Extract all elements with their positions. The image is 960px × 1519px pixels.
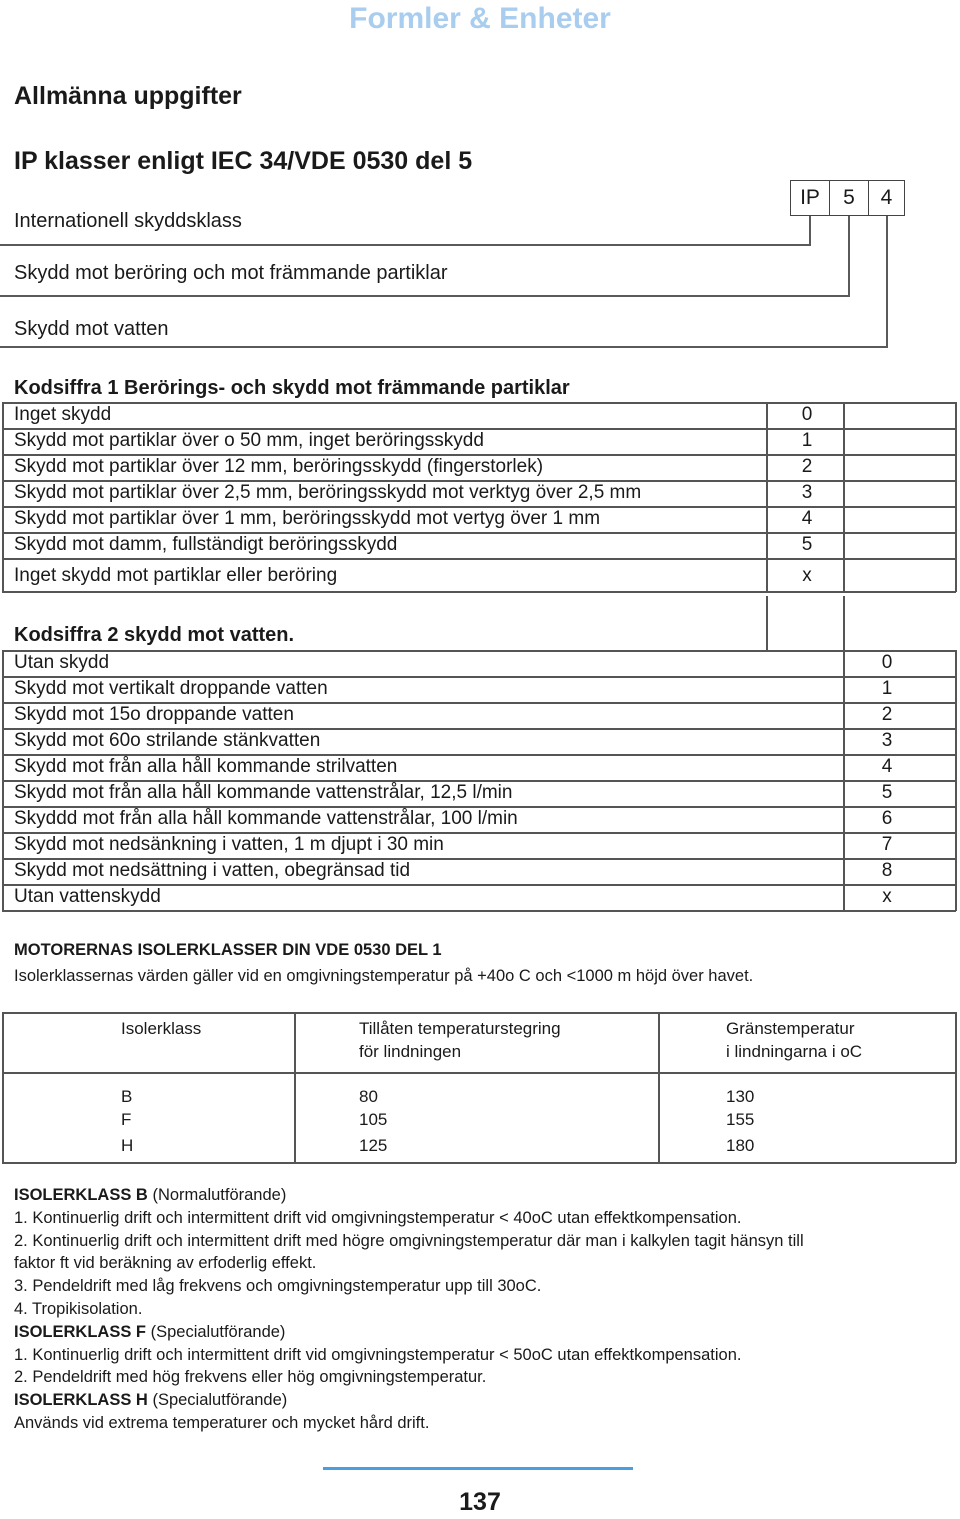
code1-row-code: 5 xyxy=(801,534,813,555)
table-row xyxy=(2,650,956,676)
code1-line xyxy=(2,591,956,593)
note-line xyxy=(14,1412,804,1435)
code2-row-code: x xyxy=(882,886,892,907)
note-line xyxy=(14,1275,804,1298)
code2-row-code: 5 xyxy=(881,782,893,803)
code1-line xyxy=(2,558,956,560)
motor-header-rise: för lindningen xyxy=(359,1042,462,1061)
note-bold: ISOLERKLASS F xyxy=(14,1322,147,1341)
note-text: (Normalutförande) xyxy=(147,1186,287,1204)
note-line xyxy=(14,1207,804,1230)
note-line xyxy=(14,1252,804,1275)
note-bold: ISOLERKLASS H xyxy=(14,1391,148,1410)
table-row xyxy=(2,402,956,428)
note-text: (Specialutförande) xyxy=(147,1391,288,1410)
general-title: Allmänna uppgifter xyxy=(14,82,242,110)
code1-row-text: Inget skydd mot partiklar eller beröring xyxy=(14,565,338,586)
connector-line xyxy=(809,216,811,246)
code2-row-text: Skydd mot nedsänkning i vatten, 1 m djupt i 30 min xyxy=(14,834,444,855)
ip-box-digit1: 5 xyxy=(829,180,869,216)
motor-cell-class: F xyxy=(121,1110,132,1129)
motor-cell-rise: 125 xyxy=(359,1136,388,1155)
table-row xyxy=(2,506,956,532)
code2-row-text: Skydd mot 60o strilande stänkvatten xyxy=(14,730,321,751)
note-text: Används vid extrema temperaturer och mycket hård drift. xyxy=(14,1413,430,1432)
motor-header-class: Isolerklass xyxy=(121,1019,202,1038)
code2-row-text: Skydd mot 15o droppande vatten xyxy=(14,704,294,725)
code1-row-text: Skydd mot damm, fullständigt beröringsskydd xyxy=(14,534,398,555)
code2-row-text: Utan skydd xyxy=(14,652,110,673)
note-line xyxy=(14,1389,804,1412)
table-row xyxy=(2,780,956,806)
ip-label-international: Internationell skyddsklass xyxy=(14,210,242,232)
code2-line xyxy=(766,596,768,650)
page-header-title: Formler & Enheter xyxy=(349,2,611,35)
table-row xyxy=(2,676,956,702)
code2-row-text: Skydd mot nedsättning i vatten, obegränsad tid xyxy=(14,860,411,881)
motor-cell-rise: 105 xyxy=(359,1110,388,1129)
motor-header-rise: Tillåten temperaturstegring xyxy=(359,1019,561,1038)
note-line xyxy=(14,1298,804,1321)
footer-divider xyxy=(323,1467,633,1470)
motor-subtitle: Isolerklassernas värden gäller vid en omgivningstemperatur på +40o C och <1000 m höjd över havet. xyxy=(14,967,754,985)
motor-cell-limit: 180 xyxy=(726,1136,755,1155)
note-text: 1. Kontinuerlig drift och intermittent drift vid omgivningstemperatur < 50oC utan effektkompensation. xyxy=(14,1345,742,1364)
note-bold: ISOLERKLASS B xyxy=(14,1186,148,1204)
code2-line xyxy=(843,596,845,650)
note-text: 2. Pendeldrift med hög frekvens eller hög omgivningstemperatur. xyxy=(14,1368,487,1387)
code2-row-text: Utan vattenskydd xyxy=(14,886,161,907)
code1-row-code: 4 xyxy=(801,508,813,529)
note-text: (Specialutförande) xyxy=(146,1322,286,1341)
ip-title: IP klasser enligt IEC 34/VDE 0530 del 5 xyxy=(14,147,473,175)
code2-row-code: 3 xyxy=(881,730,893,751)
table-row xyxy=(2,806,956,832)
motor-cell-class: H xyxy=(121,1136,134,1155)
connector-line xyxy=(848,216,850,297)
table-row xyxy=(2,480,956,506)
code2-row-code: 7 xyxy=(881,834,893,855)
code2-row-text: Skyddd mot från alla håll kommande vattenstrålar, 100 l/min xyxy=(14,808,518,829)
note-line xyxy=(14,1366,804,1389)
motor-cell-limit: 130 xyxy=(726,1087,755,1106)
motor-header-limit: i lindningarna i oC xyxy=(726,1042,863,1061)
table-row xyxy=(2,858,956,884)
insulation-notes xyxy=(14,1184,804,1435)
ip-label-water: Skydd mot vatten xyxy=(14,318,169,340)
code2-row-code: 6 xyxy=(881,808,893,829)
motor-table-line xyxy=(294,1012,296,1163)
code1-row-text: Inget skydd xyxy=(14,404,112,425)
motor-table-line xyxy=(2,1012,4,1163)
code1-row-text: Skydd mot partiklar över 12 mm, beröringsskydd (fingerstorlek) xyxy=(14,456,544,477)
table-row xyxy=(2,832,956,858)
table-row xyxy=(2,428,956,454)
note-line xyxy=(14,1344,804,1367)
ip-label-touch: Skydd mot beröring och mot främmande partiklar xyxy=(14,262,448,284)
note-text: 3. Pendeldrift med låg frekvens och omgivningstemperatur upp till 30oC. xyxy=(14,1277,542,1296)
code2-row-code: 2 xyxy=(881,704,893,725)
table-row xyxy=(2,454,956,480)
note-text: 1. Kontinuerlig drift och intermittent drift vid omgivningstemperatur < 40oC utan effektkompensation. xyxy=(14,1208,742,1227)
note-line xyxy=(14,1184,804,1207)
connector-line xyxy=(886,216,888,348)
code1-row-code: 2 xyxy=(801,456,813,477)
code2-row-code: 4 xyxy=(881,756,893,777)
table-row xyxy=(2,563,956,589)
code1-row-text: Skydd mot partiklar över 2,5 mm, beröringsskydd mot verktyg över 2,5 mm xyxy=(14,482,642,503)
table-row xyxy=(2,884,956,910)
code1-row-code: x xyxy=(802,565,812,586)
note-line xyxy=(14,1230,804,1253)
code1-row-code: 3 xyxy=(801,482,813,503)
code2-row-code: 0 xyxy=(881,652,893,673)
code2-row-text: Skydd mot från alla håll kommande vattenstrålar, 12,5 l/min xyxy=(14,782,513,803)
note-text: 2. Kontinuerlig drift och intermittent drift med högre omgivningstemperatur där man i kalkylen tagit hänsyn till xyxy=(14,1231,804,1250)
motor-cell-limit: 155 xyxy=(726,1110,755,1129)
connector-line xyxy=(0,295,850,297)
motor-table-line xyxy=(658,1012,660,1163)
note-text: faktor ft vid beräkning av erfoderlig effekt. xyxy=(14,1254,317,1273)
table-row xyxy=(2,728,956,754)
connector-line xyxy=(0,346,888,348)
code1-row-code: 0 xyxy=(801,404,813,425)
motor-title: MOTORERNAS ISOLERKLASSER DIN VDE 0530 DEL 1 xyxy=(14,941,442,959)
motor-cell-rise: 80 xyxy=(359,1087,378,1106)
code2-row-text: Skydd mot från alla håll kommande strilvatten xyxy=(14,756,398,777)
motor-table-line xyxy=(2,1012,956,1014)
code2-line xyxy=(2,910,956,912)
page-number: 137 xyxy=(459,1488,501,1516)
ip-box-digit2: 4 xyxy=(868,180,905,216)
table-row xyxy=(2,532,956,558)
code1-row-text: Skydd mot partiklar över o 50 mm, inget beröringsskydd xyxy=(14,430,484,451)
code1-row-text: Skydd mot partiklar över 1 mm, beröringsskydd mot vertyg över 1 mm xyxy=(14,508,601,529)
ip-box-prefix: IP xyxy=(790,180,830,216)
code2-row-code: 1 xyxy=(881,678,893,699)
motor-table-line xyxy=(955,1012,957,1163)
code2-row-code: 8 xyxy=(881,860,893,881)
table-row xyxy=(2,754,956,780)
connector-line xyxy=(0,244,811,246)
code2-row-text: Skydd mot vertikalt droppande vatten xyxy=(14,678,328,699)
motor-table-line xyxy=(2,1072,956,1074)
motor-cell-class: B xyxy=(121,1087,133,1106)
code1-title: Kodsiffra 1 Berörings- och skydd mot främmande partiklar xyxy=(14,377,570,399)
code1-row-code: 1 xyxy=(801,430,813,451)
note-line xyxy=(14,1321,804,1344)
table-row xyxy=(2,702,956,728)
motor-header-limit: Gränstemperatur xyxy=(726,1019,855,1038)
note-text: 4. Tropikisolation. xyxy=(14,1299,143,1318)
motor-table-line xyxy=(2,1162,956,1164)
code2-title: Kodsiffra 2 skydd mot vatten. xyxy=(14,624,295,646)
